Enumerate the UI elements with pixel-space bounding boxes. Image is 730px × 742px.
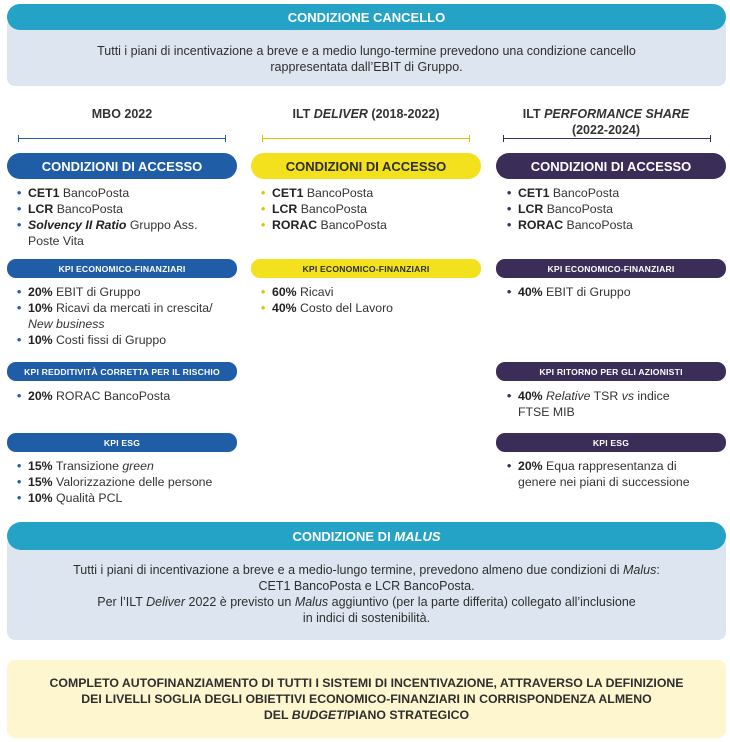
- list-item: • 10% Ricavi da mercati in crescita/ New business: [17, 300, 237, 332]
- performance-kpi-fin-header: KPI ECONOMICO-FINANZIARI: [496, 259, 726, 278]
- malus-title: CONDIZIONE DI MALUS: [7, 522, 726, 550]
- list-item: • 20% Equa rappresentanza di genere nei piani di successione: [507, 458, 726, 490]
- performance-divider: [503, 138, 711, 139]
- mbo-kpi-esg-list: [17, 458, 237, 506]
- final-line2: DEI LIVELLI SOGLIA DEGLI OBIETTIVI ECONOMICO-FINANZIARI IN CORRISPONDENZA ALMENO: [81, 692, 652, 706]
- mbo-access-list: [17, 185, 237, 249]
- list-item: • LCR BancoPosta: [261, 201, 481, 217]
- list-item: • 10% Costi fissi di Gruppo: [17, 332, 237, 348]
- list-item: • 15% Transizione green: [17, 458, 237, 474]
- list-item: • 20% RORAC BancoPosta: [17, 388, 237, 404]
- deliver-kpi-fin-header: KPI ECONOMICO-FINANZIARI: [251, 259, 481, 278]
- list-item: • RORAC BancoPosta: [507, 217, 726, 233]
- cancello-text-line2: rappresentata dall’EBIT di Gruppo.: [270, 60, 463, 74]
- performance-kpi-esg-header: KPI ESG: [496, 433, 726, 452]
- mbo-kpi-risk-header: KPI REDDITIVITÀ CORRETTA PER IL RISCHIO: [7, 362, 237, 381]
- final-line3: DEL BUDGET/PIANO STRATEGICO: [263, 708, 470, 722]
- list-item: • 60% Ricavi: [261, 284, 481, 300]
- malus-text-line3: Per l’ILT Deliver 2022 è previsto un Malus aggiuntivo (per la parte differita) collegato all’inclusione: [97, 595, 636, 609]
- cancello-text: [7, 43, 726, 75]
- list-item: • 20% EBIT di Gruppo: [17, 284, 237, 300]
- mbo-access-header: CONDIZIONI DI ACCESSO: [7, 153, 237, 179]
- mbo-kpi-fin-list: [17, 284, 237, 348]
- malus-text-line1: Tutti i piani di incentivazione a breve e a medio-lungo termine, prevedono almeno due condizioni di Malus:: [73, 563, 660, 577]
- malus-text-line4: in indici di sostenibilità.: [302, 611, 431, 625]
- cancello-title: CONDIZIONE CANCELLO: [7, 4, 726, 30]
- list-item: • Solvency II Ratio Gruppo Ass. Poste Vita: [17, 217, 237, 249]
- cancello-text-line1: Tutti i piani di incentivazione a breve e a medio lungo-termine prevedono una condizione cancello: [97, 44, 636, 58]
- malus-text-line2: CET1 BancoPosta e LCR BancoPosta.: [258, 579, 475, 593]
- performance-kpi-ret-list: [507, 388, 726, 420]
- mbo-divider: [18, 138, 226, 139]
- performance-kpi-ret-header: KPI RITORNO PER GLI AZIONISTI: [496, 362, 726, 381]
- list-item: • 40% EBIT di Gruppo: [507, 284, 726, 300]
- performance-access-list: [507, 185, 726, 233]
- mbo-title: MBO 2022: [91, 107, 153, 121]
- mbo-kpi-risk-list: [17, 388, 237, 404]
- list-item: • LCR BancoPosta: [507, 201, 726, 217]
- performance-access-header: CONDIZIONI DI ACCESSO: [496, 153, 726, 179]
- mbo-kpi-esg-header: KPI ESG: [7, 433, 237, 452]
- performance-title: ILT PERFORMANCE SHARE (2022-2024): [522, 107, 690, 137]
- deliver-divider: [262, 138, 470, 139]
- performance-kpi-fin-list: [507, 284, 726, 300]
- list-item: • 10% Qualità PCL: [17, 490, 237, 506]
- list-item: • 40% Costo del Lavoro: [261, 300, 481, 316]
- deliver-access-header: CONDIZIONI DI ACCESSO: [251, 153, 481, 179]
- deliver-access-list: [261, 185, 481, 233]
- list-item: • CET1 BancoPosta: [507, 185, 726, 201]
- list-item: • 40% Relative TSR vs indice FTSE MIB: [507, 388, 726, 420]
- mbo-kpi-fin-header: KPI ECONOMICO-FINANZIARI: [7, 259, 237, 278]
- deliver-kpi-fin-list: [261, 284, 481, 316]
- final-line1: COMPLETO AUTOFINANZIAMENTO DI TUTTI I SISTEMI DI INCENTIVAZIONE, ATTRAVERSO LA DEFINIZIONE: [49, 676, 684, 690]
- list-item: • 15% Valorizzazione delle persone: [17, 474, 237, 490]
- list-item: • CET1 BancoPosta: [17, 185, 237, 201]
- list-item: • CET1 BancoPosta: [261, 185, 481, 201]
- performance-kpi-esg-list: [507, 458, 726, 490]
- malus-text: [7, 562, 726, 626]
- autofinanziamento-panel: [7, 660, 726, 738]
- deliver-title: ILT DELIVER (2018-2022): [292, 107, 440, 121]
- list-item: • LCR BancoPosta: [17, 201, 237, 217]
- list-item: • RORAC BancoPosta: [261, 217, 481, 233]
